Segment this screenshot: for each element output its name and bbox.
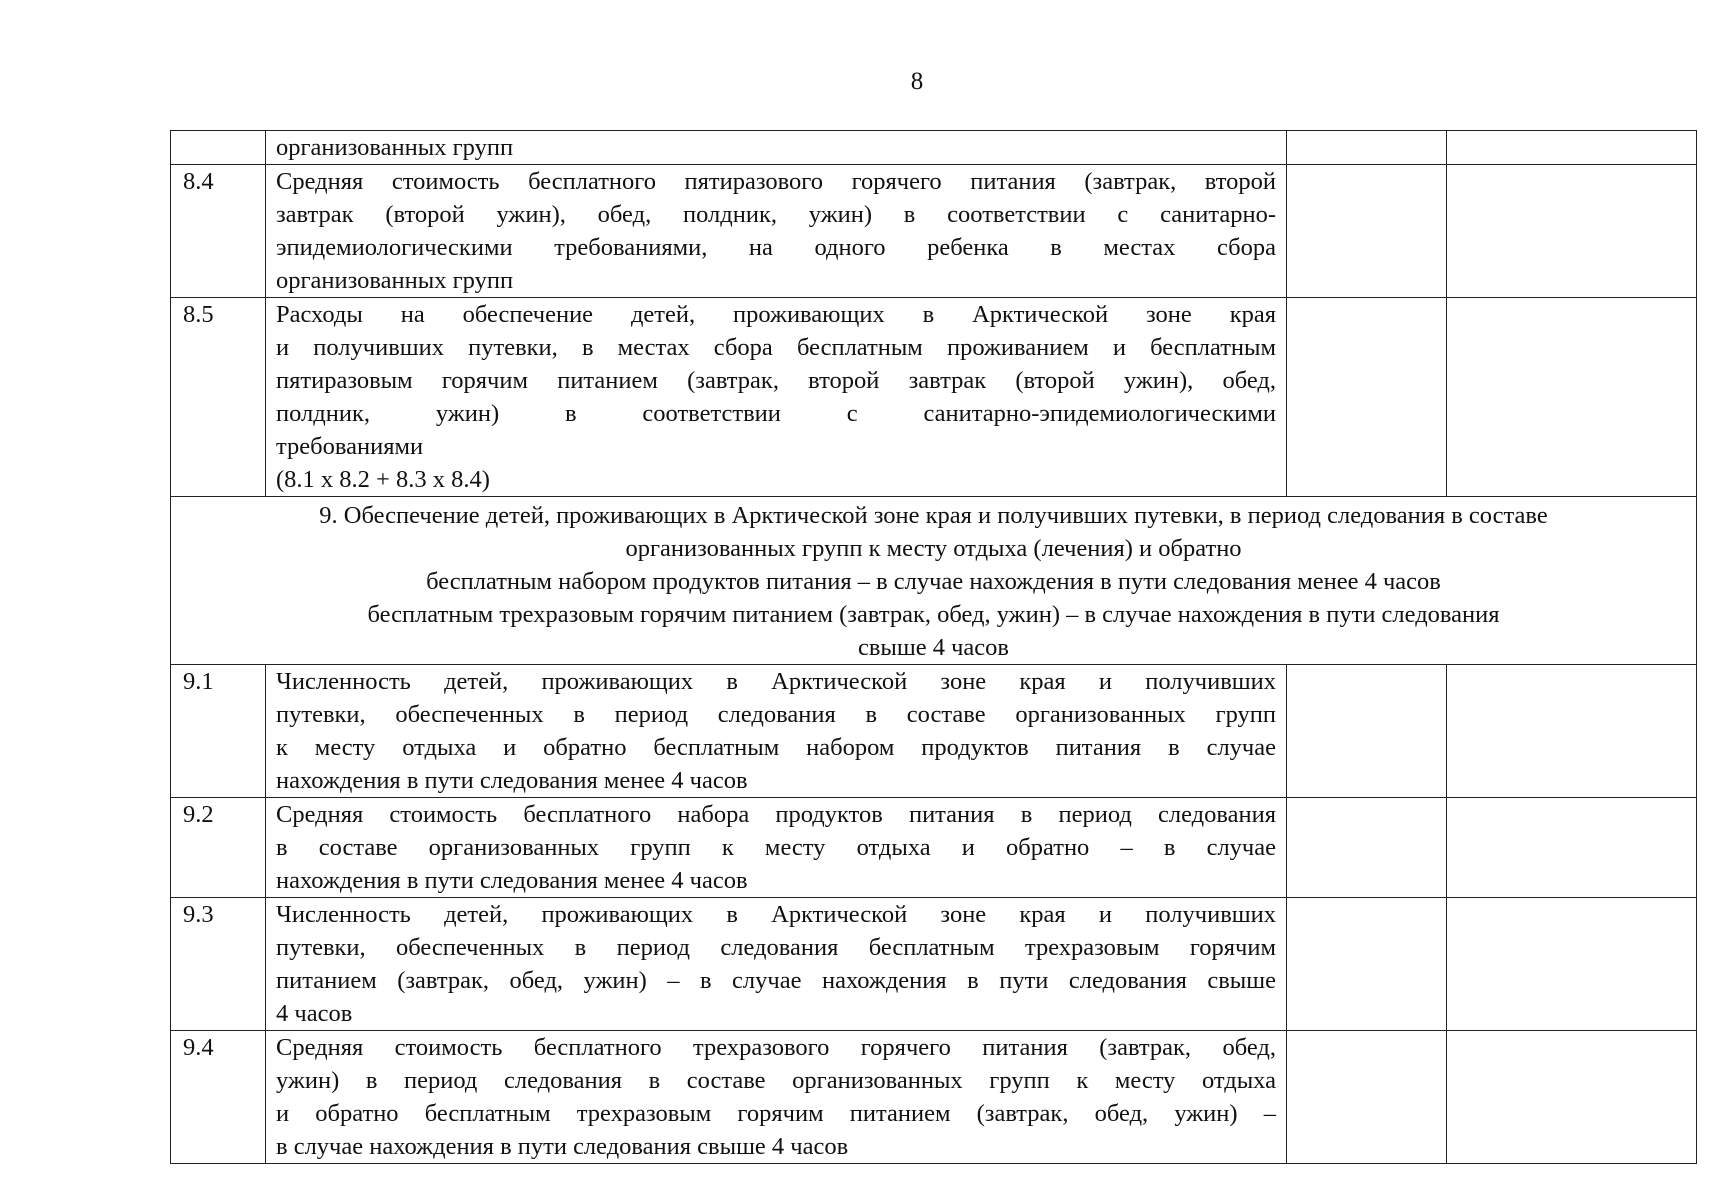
value-cell-2 — [1447, 165, 1697, 298]
value-cell-2 — [1447, 298, 1697, 497]
value-cell-2 — [1447, 798, 1697, 898]
row-description: Численность детей, проживающих в Арктической зоне края и получивших путевки, обеспеченных в период следования в составе организованных групп к месту отдыха и обратно бесплатным набором продуктов питания в случае нахождения в пути следования менее 4 часов — [266, 665, 1287, 798]
table-row — [171, 165, 1697, 298]
value-cell-2 — [1447, 665, 1697, 798]
value-cell-1 — [1287, 898, 1447, 1031]
value-cell-1 — [1287, 165, 1447, 298]
value-cell-1 — [1287, 665, 1447, 798]
row-description: Средняя стоимость бесплатного трехразового горячего питания (завтрак, обед, ужин) в период следования в составе организованных групп к месту отдыха и обратно бесплатным трехразовым горячим питанием (завтрак, обед, ужин) – в случае нахождения в пути следования свыше 4 часов — [266, 1031, 1287, 1164]
value-cell-1 — [1287, 798, 1447, 898]
section-9-heading: 9. Обеспечение детей, проживающих в Арктической зоне края и получивших путевки, в период следования в составе организованных групп к месту отдыха (лечения) и обратно бесплатным набором продуктов питания – в случае нахождения в пути следования менее 4 часов бесплатным трехразовым горячим питанием (завтрак, обед, ужин) – в случае нахождения в пути следования свыше 4 часов — [171, 497, 1697, 665]
row-number: 9.2 — [171, 798, 266, 898]
row-number: 8.4 — [171, 165, 266, 298]
value-cell-2 — [1447, 131, 1697, 165]
value-cell-1 — [1287, 298, 1447, 497]
section-header-row — [171, 497, 1697, 665]
row-description: организованных групп — [266, 131, 1287, 165]
table-row — [171, 1031, 1697, 1164]
value-cell-2 — [1447, 1031, 1697, 1164]
table-row — [171, 298, 1697, 497]
row-description: Средняя стоимость бесплатного набора продуктов питания в период следования в составе организованных групп к месту отдыха и обратно – в случае нахождения в пути следования менее 4 часов — [266, 798, 1287, 898]
row-number: 9.3 — [171, 898, 266, 1031]
row-number: 9.1 — [171, 665, 266, 798]
row-description: Средняя стоимость бесплатного пятиразового горячего питания (завтрак, второй завтрак (второй ужин), обед, полдник, ужин) в соответствии с санитарно- эпидемиологическими требованиями, на одного ребенка в местах сбора организованных групп — [266, 165, 1287, 298]
value-cell-1 — [1287, 1031, 1447, 1164]
value-cell-1 — [1287, 131, 1447, 165]
page-number: 8 — [910, 68, 924, 95]
row-description: Расходы на обеспечение детей, проживающих в Арктической зоне края и получивших путевки, в местах сбора бесплатным проживанием и бесплатным пятиразовым горячим питанием (завтрак, второй завтрак (второй ужин), обед, полдник, ужин) в соответствии с санитарно-эпидемиологическими требованиями (8.1 x 8.2 + 8.3 x 8.4) — [266, 298, 1287, 497]
indicators-table — [170, 130, 1697, 1164]
value-cell-2 — [1447, 898, 1697, 1031]
row-number — [171, 131, 266, 165]
table-row — [171, 665, 1697, 798]
table-row — [171, 798, 1697, 898]
row-description: Численность детей, проживающих в Арктической зоне края и получивших путевки, обеспеченных в период следования бесплатным трехразовым горячим питанием (завтрак, обед, ужин) – в случае нахождения в пути следования свыше 4 часов — [266, 898, 1287, 1031]
row-number: 9.4 — [171, 1031, 266, 1164]
table-row — [171, 131, 1697, 165]
table-row — [171, 898, 1697, 1031]
row-number: 8.5 — [171, 298, 266, 497]
